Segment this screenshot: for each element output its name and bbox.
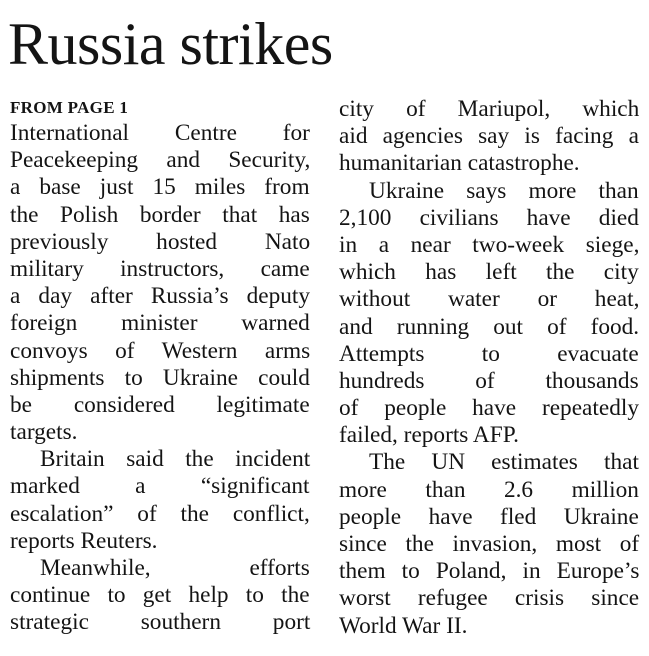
text-line: hundreds of thousands: [339, 367, 639, 394]
paragraph-2: [10, 446, 310, 555]
continuation-kicker: FROM PAGE 1: [10, 98, 129, 117]
text-line: escalation” of the conflict,: [10, 500, 310, 527]
paragraph-1: [10, 120, 310, 446]
text-line: targets.: [10, 419, 78, 446]
text-line: city of Mariupol, which: [339, 96, 640, 122]
text-line: Attempts to evacuate: [339, 340, 639, 367]
text-line: Ukraine says more than: [369, 177, 639, 204]
text-line: 2,100 civilians have died: [339, 204, 639, 231]
text-line: International Centre for: [10, 120, 310, 146]
text-line: the Polish border that has: [10, 201, 310, 228]
paragraph-5: [339, 178, 639, 450]
paragraph-3: [10, 555, 310, 637]
paragraph-6: [339, 449, 639, 639]
text-line: without water or heat,: [339, 286, 640, 313]
text-line: humanitarian catastrophe.: [339, 150, 580, 177]
text-line: strategic southern port: [10, 609, 311, 636]
paragraph-4: [339, 96, 639, 178]
text-line: a day after Russia’s deputy: [10, 283, 311, 310]
text-line: The UN estimates that: [369, 449, 639, 476]
article-column-right: [339, 96, 639, 640]
text-line: foreign minister warned: [10, 310, 310, 337]
text-line: failed, reports AFP.: [339, 422, 519, 449]
text-line: be considered legitimate: [10, 391, 310, 418]
text-line: marked a “significant: [10, 473, 310, 500]
headline: Russia strikes: [8, 11, 333, 77]
text-line: which has left the city: [339, 259, 639, 286]
text-line: worst refugee crisis since: [339, 585, 640, 612]
text-line: Meanwhile, efforts: [40, 555, 310, 581]
text-line: of people have repeatedly: [339, 395, 639, 422]
article-column-left: [10, 96, 310, 637]
text-line: previously hosted Nato: [10, 228, 311, 255]
text-line: people have fled Ukraine: [339, 503, 639, 530]
text-line: more than 2.6 million: [339, 476, 639, 503]
text-line: them to Poland, in Europe’s: [339, 558, 640, 585]
text-line: Peacekeeping and Security,: [10, 147, 311, 174]
text-line: since the invasion, most of: [339, 531, 640, 557]
text-line: in a near two-week siege,: [339, 231, 640, 258]
text-line: military instructors, came: [10, 255, 310, 282]
text-line: aid agencies say is facing a: [339, 123, 639, 150]
text-line: convoys of Western arms: [10, 337, 311, 364]
text-line: Britain said the incident: [40, 446, 311, 473]
text-line: continue to get help to the: [10, 582, 310, 609]
text-line: a base just 15 miles from: [10, 174, 310, 201]
text-line: World War II.: [339, 612, 468, 639]
text-line: reports Reuters.: [10, 527, 158, 554]
text-line: shipments to Ukraine could: [10, 364, 310, 391]
text-line: and running out of food.: [339, 313, 640, 340]
